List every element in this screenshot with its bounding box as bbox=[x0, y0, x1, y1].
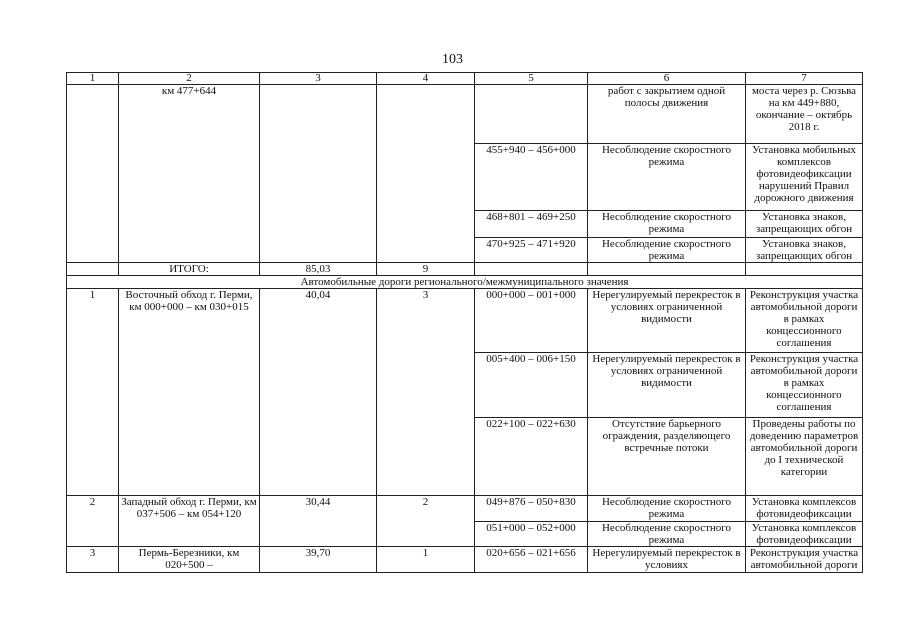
length-cell: 40,04 bbox=[260, 289, 377, 496]
road-name-cell: км 477+644 bbox=[119, 85, 260, 263]
road-number-cell bbox=[67, 85, 119, 263]
section-cell: 020+656 – 021+656 bbox=[475, 547, 588, 573]
measure-cell: Реконструкция участка автомобильной дороги в рамках концессионного соглашения bbox=[746, 353, 863, 418]
measure-cell: Реконструкция участка автомобильной дороги bbox=[746, 547, 863, 573]
length-cell: 30,44 bbox=[260, 496, 377, 547]
measure-cell: моста через р. Сюзьва на км 449+880, окончание – октябрь 2018 г. bbox=[746, 85, 863, 144]
reason-cell: Нерегулируемый перекресток в условиях ограниченной видимости bbox=[588, 353, 746, 418]
count-cell: 3 bbox=[377, 289, 475, 496]
column-number-row bbox=[67, 73, 863, 85]
measure-cell: Установка мобильных комплексов фотовидеофиксации нарушений Правил дорожного движения bbox=[746, 144, 863, 211]
section-cell: 049+876 – 050+830 bbox=[475, 496, 588, 522]
page-number: 103 bbox=[442, 52, 463, 67]
road-number-cell: 2 bbox=[67, 496, 119, 547]
reason-cell: Несоблюдение скоростного режима bbox=[588, 496, 746, 522]
section-cell: 468+801 – 469+250 bbox=[475, 211, 588, 238]
table-row bbox=[67, 289, 863, 353]
column-header-2: 2 bbox=[119, 73, 260, 85]
measure-cell: Установка знаков, запрещающих обгон bbox=[746, 211, 863, 238]
reason-cell: Нерегулируемый перекресток в условиях ограниченной видимости bbox=[588, 289, 746, 353]
measure-cell: Установка комплексов фотовидеофиксации bbox=[746, 522, 863, 547]
measure-cell: Установка знаков, запрещающих обгон bbox=[746, 238, 863, 263]
count-cell bbox=[377, 85, 475, 263]
table-row bbox=[67, 547, 863, 573]
length-cell: 39,70 bbox=[260, 547, 377, 573]
reason-cell: Нерегулируемый перекресток в условиях bbox=[588, 547, 746, 573]
count-cell: 1 bbox=[377, 547, 475, 573]
total-empty-cell bbox=[67, 263, 119, 276]
section-title-row bbox=[67, 276, 863, 289]
section-cell: 455+940 – 456+000 bbox=[475, 144, 588, 211]
accident-sections-table bbox=[66, 72, 863, 573]
section-cell bbox=[475, 85, 588, 144]
table-row bbox=[67, 496, 863, 522]
section-cell: 470+925 – 471+920 bbox=[475, 238, 588, 263]
column-header-3: 3 bbox=[260, 73, 377, 85]
road-name-cell: Западный обход г. Перми, км 037+506 – км 054+120 bbox=[119, 496, 260, 547]
reason-cell: Несоблюдение скоростного режима bbox=[588, 238, 746, 263]
column-header-4: 4 bbox=[377, 73, 475, 85]
total-empty-cell bbox=[746, 263, 863, 276]
section-cell: 000+000 – 001+000 bbox=[475, 289, 588, 353]
measure-cell: Установка комплексов фотовидеофиксации bbox=[746, 496, 863, 522]
reason-cell: Отсутствие барьерного ограждения, разделяющего встречные потоки bbox=[588, 418, 746, 496]
reason-cell: Несоблюдение скоростного режима bbox=[588, 211, 746, 238]
total-count: 9 bbox=[377, 263, 475, 276]
section-cell: 022+100 – 022+630 bbox=[475, 418, 588, 496]
total-empty-cell bbox=[475, 263, 588, 276]
column-header-1: 1 bbox=[67, 73, 119, 85]
total-label: ИТОГО: bbox=[119, 263, 260, 276]
measure-cell: Реконструкция участка автомобильной дороги в рамках концессионного соглашения bbox=[746, 289, 863, 353]
length-cell bbox=[260, 85, 377, 263]
column-header-5: 5 bbox=[475, 73, 588, 85]
road-name-cell: Восточный обход г. Перми, км 000+000 – км 030+015 bbox=[119, 289, 260, 496]
total-row bbox=[67, 263, 863, 276]
column-header-7: 7 bbox=[746, 73, 863, 85]
measure-cell: Проведены работы по доведению параметров автомобильной дороги до I технической категории bbox=[746, 418, 863, 496]
road-name-cell: Пермь-Березники, км 020+500 – bbox=[119, 547, 260, 573]
reason-cell: Несоблюдение скоростного режима bbox=[588, 144, 746, 211]
reason-cell: Несоблюдение скоростного режима bbox=[588, 522, 746, 547]
section-title: Автомобильные дороги регионального/межмуниципального значения bbox=[67, 276, 863, 289]
count-cell: 2 bbox=[377, 496, 475, 547]
reason-cell: работ с закрытием одной полосы движения bbox=[588, 85, 746, 144]
section-cell: 051+000 – 052+000 bbox=[475, 522, 588, 547]
total-length: 85,03 bbox=[260, 263, 377, 276]
section-cell: 005+400 – 006+150 bbox=[475, 353, 588, 418]
column-header-6: 6 bbox=[588, 73, 746, 85]
total-empty-cell bbox=[588, 263, 746, 276]
road-number-cell: 3 bbox=[67, 547, 119, 573]
road-number-cell: 1 bbox=[67, 289, 119, 496]
table-row bbox=[67, 85, 863, 144]
